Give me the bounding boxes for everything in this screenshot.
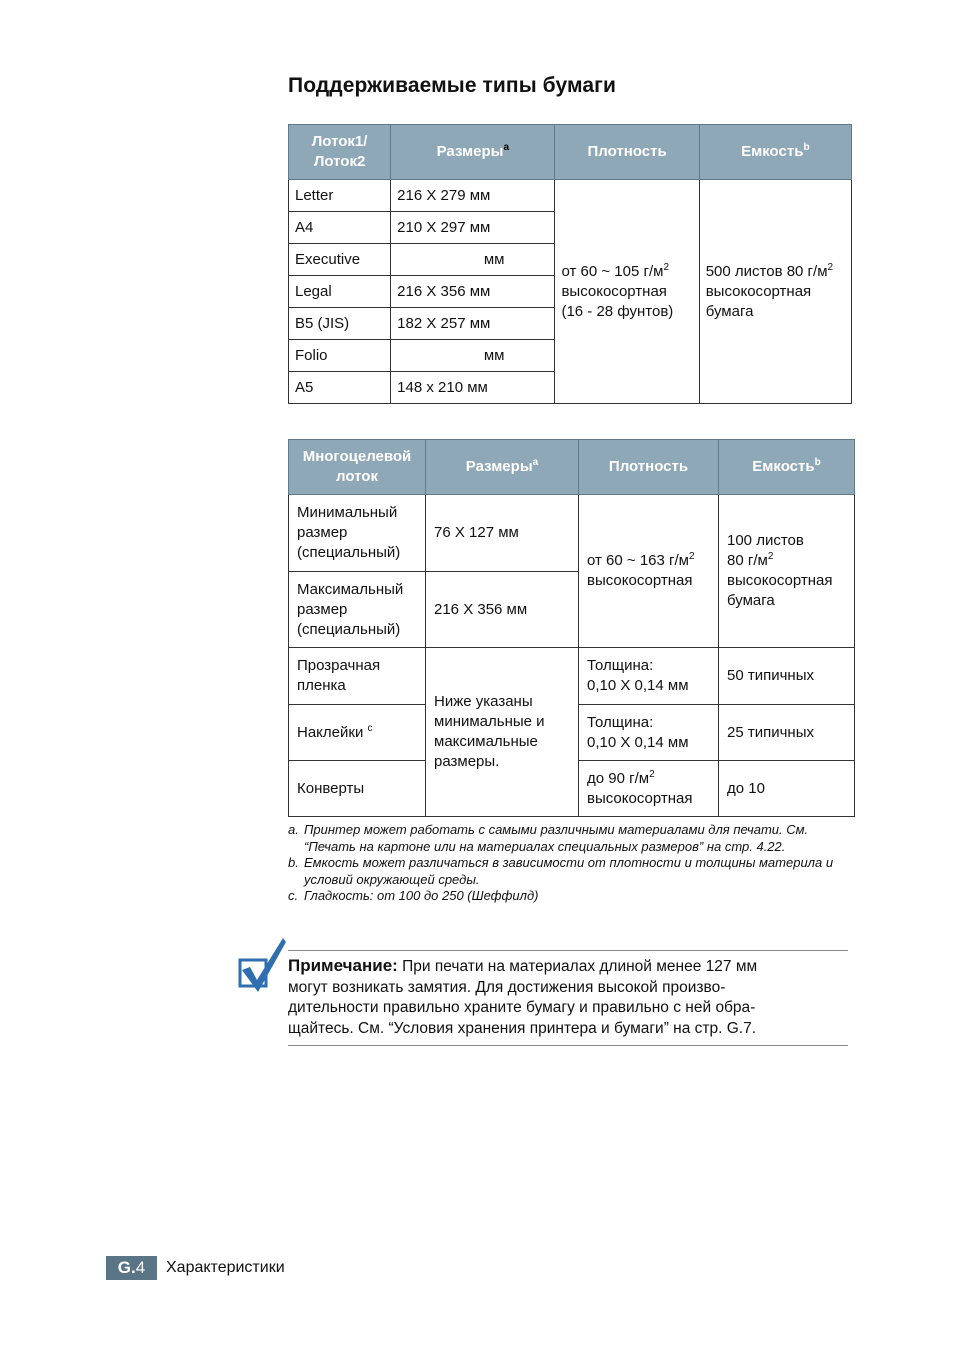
checkmark-note-icon	[236, 934, 288, 996]
tray-capacity-cell: 500 листов 80 $г/м^2$ высокосортная бумага	[699, 180, 851, 404]
header-weight: Плотность	[579, 440, 719, 495]
paper-type: Legal	[289, 276, 391, 308]
paper-type: A5	[289, 372, 391, 404]
note-top-rule	[288, 950, 848, 951]
note-bottom-rule	[288, 1045, 848, 1046]
multipurpose-tray-table	[288, 439, 855, 817]
tray1-paper-table	[288, 124, 852, 404]
header-size: Размеры$^a$	[426, 440, 579, 495]
header-tray: Лоток1/ Лоток2	[289, 125, 391, 180]
header-weight: Плотность	[555, 125, 699, 180]
header-capacity: Емкость$^b$	[699, 125, 851, 180]
table-header-row	[289, 440, 855, 495]
paper-weight: до 90 $г/м^2$ высокосортная	[579, 761, 719, 817]
paper-weight: Толщина: 0,10 X 0,14 мм	[579, 648, 719, 705]
footer-section-label: Характеристики	[166, 1259, 285, 1276]
paper-type: Минимальный размер (специальный)	[289, 495, 426, 572]
paper-size: 216 X 356 мм	[426, 572, 579, 648]
page-title: Поддерживаемые типы бумаги	[288, 74, 616, 97]
header-size: Размеры$^a$	[391, 125, 555, 180]
paper-size: 216 X 279 мм	[391, 180, 555, 212]
footnotes	[288, 822, 848, 905]
paper-weight: Толщина: 0,10 X 0,14 мм	[579, 705, 719, 761]
paper-size: 216 X 356 мм	[391, 276, 555, 308]
note-label: Примечание:	[288, 956, 398, 975]
paper-type: B5 (JIS)	[289, 308, 391, 340]
page-number-badge: G.4	[106, 1256, 157, 1280]
paper-type: Executive	[289, 244, 391, 276]
table-row	[289, 495, 855, 572]
paper-size: мм	[391, 244, 555, 276]
table-row	[289, 180, 852, 212]
paper-size: 76 X 127 мм	[426, 495, 579, 572]
paper-type: Наклейки $^c$	[289, 705, 426, 761]
paper-type: A4	[289, 212, 391, 244]
special-weight-cell: от 60 ~ 163 $г/м^2$ высокосортная	[579, 495, 719, 648]
paper-capacity: 50 типичных	[719, 648, 855, 705]
paper-type: Конверты	[289, 761, 426, 817]
table-header-row	[289, 125, 852, 180]
special-capacity-cell: 100 листов 80 $г/м^2$ высокосортная бумага	[719, 495, 855, 648]
table-row	[289, 648, 855, 705]
paper-type: Letter	[289, 180, 391, 212]
note-paragraph: Примечание: При печати на материалах длиной менее 127 мм могут возникать замятия. Для достижения высокой произво- дительности правильно храните бумагу и правильно с ней обра- щайтесь. См. “Условия хранения принтера и бумаги” на стр. G.7.	[288, 956, 758, 1037]
header-capacity: Емкость$^b$	[719, 440, 855, 495]
header-tray: Многоцелевой лоток	[289, 440, 426, 495]
paper-size: мм	[391, 340, 555, 372]
paper-type: Прозрачная пленка	[289, 648, 426, 705]
paper-type: Folio	[289, 340, 391, 372]
paper-size: 210 X 297 мм	[391, 212, 555, 244]
paper-size: 182 X 257 мм	[391, 308, 555, 340]
tray-weight-cell: от 60 ~ 105 $г/м^2$ высокосортная (16 - 28 фунтов)	[555, 180, 699, 404]
footnote: c. Гладкость: от 100 до 250 (Шеффилд)	[288, 888, 539, 903]
footnote: a. Принтер может работать с самыми различными материалами для печати. См. “Печать на картоне или на материалах специальных размеров” на стр. 4.22.	[288, 822, 809, 854]
paper-capacity: 25 типичных	[719, 705, 855, 761]
paper-type: Максимальный размер (специальный)	[289, 572, 426, 648]
paper-capacity: до 10	[719, 761, 855, 817]
paper-size: 148 x 210 мм	[391, 372, 555, 404]
footnote: b. Емкость может различаться в зависимости от плотности и толщины материла и условий окружающей среды.	[288, 855, 834, 887]
shared-size-cell: Ниже указаны минимальные и максимальные размеры.	[426, 648, 579, 817]
